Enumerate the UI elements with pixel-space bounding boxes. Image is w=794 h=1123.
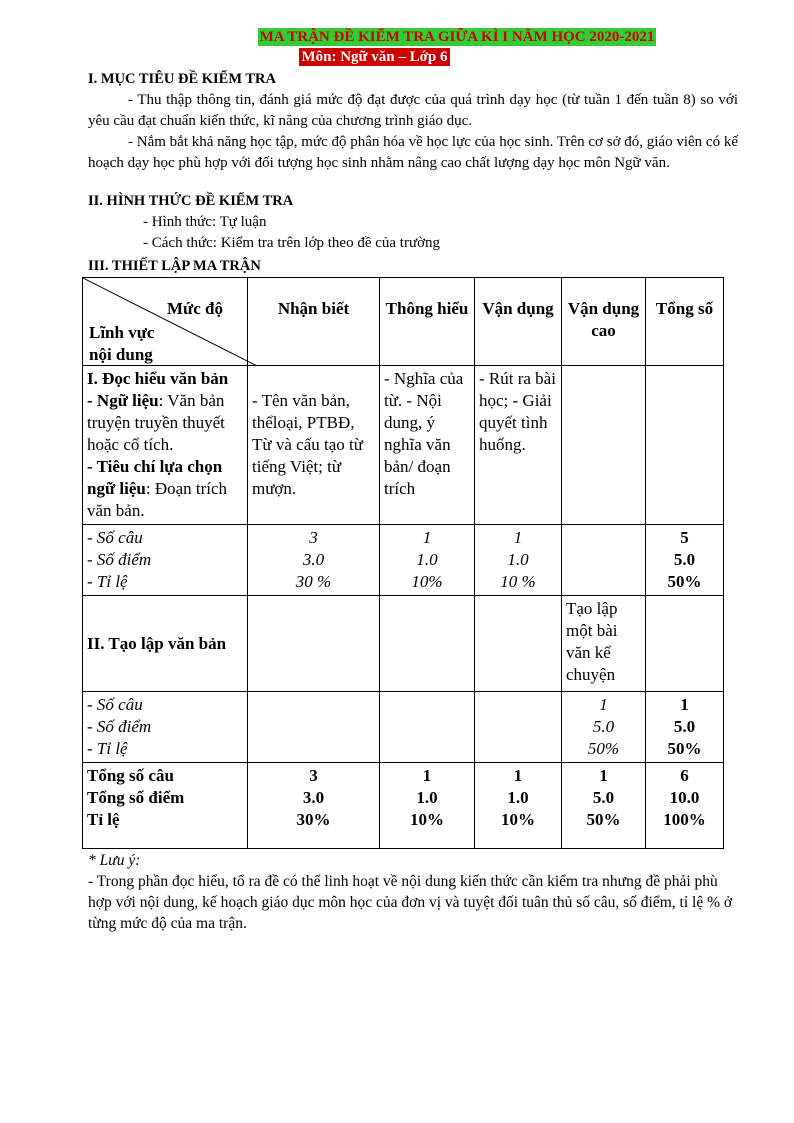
header-van-dung-cao: Vận dụng cao [562, 278, 646, 366]
cell-row4-labels [83, 692, 248, 763]
cell-row2-tong-so [646, 525, 724, 596]
value-so-cau: 1 [599, 766, 608, 785]
title-line-1: MA TRẬN ĐỀ KIỂM TRA GIỮA KÌ I NĂM HỌC 2020-2021 [259, 29, 655, 45]
value-so-cau: 5 [680, 528, 689, 547]
corner-top-label: Mức độ [167, 299, 223, 318]
cell-row1-van-dung: - Rút ra bài học; - Giải quyết tình huống. [475, 366, 562, 525]
section3-heading: III. THIẾT LẬP MA TRẬN [88, 258, 261, 274]
value-so-diem: 1.0 [416, 550, 438, 569]
cell-row2-van-dung-cao [562, 525, 646, 596]
document-title [0, 28, 794, 66]
corner-cell [83, 278, 248, 366]
section1-paragraph-1: - Thu thập thông tin, đánh giá mức độ đạt được của quá trình dạy học (từ tuần 1 đến tuần 8) so với yêu cầu đạt chuẩn kiến thức, kĩ năng của chương trình giáo dục. [88, 92, 738, 129]
cell-row3-van-dung [475, 596, 562, 692]
cell-row3-van-dung-cao: Tạo lập một bài văn kể chuyện [562, 596, 646, 692]
value-so-diem: 3.0 [302, 788, 325, 807]
cell-row3-thong-hieu [380, 596, 475, 692]
section-format [88, 191, 738, 254]
label-ti-le: Tỉ lệ [87, 810, 120, 829]
cell-row4-thong-hieu [380, 692, 475, 763]
value-so-cau: 1 [513, 528, 523, 547]
label-ti-le: - Tỉ lệ [87, 572, 128, 591]
header-van-dung: Vận dụng [475, 278, 562, 366]
value-ti-le: 50% [586, 810, 621, 829]
corner-bottom-label-1: Lĩnh vực [89, 323, 155, 342]
value-so-diem: 1.0 [416, 788, 438, 807]
value-ti-le: 10% [501, 810, 535, 829]
row1-tieu-chi-label: - Tiêu chí lựa chọn ngữ liệu [87, 457, 223, 498]
label-tong-so-diem: Tổng số điểm [87, 788, 185, 807]
cell-row1-thong-hieu: - Nghĩa của từ. - Nội dung, ý nghĩa văn bản/ đoạn trích [380, 366, 475, 525]
value-so-cau: 6 [680, 766, 689, 785]
note-label: * Lưu ý: [88, 852, 141, 869]
value-so-diem: 5.0 [673, 717, 696, 736]
header-tong-so: Tổng số [646, 278, 724, 366]
section1-paragraph-2: - Nắm bắt khả năng học tập, mức độ phân hóa về học lực của học sinh. Trên cơ sở đó, giáo viên có kế hoạch dạy học phù hợp với đối tượng học sinh nhằm nâng cao chất lượng dạy học môn Ngữ văn. [88, 134, 738, 171]
cell-row2-thong-hieu [380, 525, 475, 596]
note-section [88, 850, 738, 934]
value-so-diem: 5.0 [592, 717, 615, 736]
section2-line-1: - Hình thức: Tự luận [143, 214, 267, 230]
cell-row5-van-dung [475, 763, 562, 849]
cell-row1-nhan-biet: - Tên văn bản, thểloại, PTBĐ, Từ và cấu tạo từ tiếng Việt; từ mượn. [248, 366, 380, 525]
table-row-doc-hieu-stats [83, 525, 724, 596]
cell-doc-hieu-content [83, 366, 248, 525]
section-objectives [88, 69, 738, 174]
cell-row5-van-dung-cao [562, 763, 646, 849]
value-so-diem: 5.0 [592, 788, 615, 807]
label-ti-le: - Tỉ lệ [87, 739, 128, 758]
value-ti-le: 10% [411, 572, 443, 591]
cell-row4-nhan-biet [248, 692, 380, 763]
row1-tieu-chi-text: : Đoạn trích văn bản. [87, 479, 228, 520]
table-row-totals [83, 763, 724, 849]
cell-row4-tong-so [646, 692, 724, 763]
corner-bottom-label-2: nội dung [89, 345, 153, 364]
row1-ngu-lieu [87, 390, 243, 456]
value-ti-le: 100% [663, 810, 706, 829]
value-ti-le: 50% [667, 739, 702, 758]
matrix-table [82, 277, 724, 849]
value-so-cau: 3 [309, 766, 318, 785]
row1-tieu-chi [87, 456, 243, 522]
cell-row5-thong-hieu [380, 763, 475, 849]
title-line-2: Môn: Ngữ văn – Lớp 6 [301, 49, 448, 65]
cell-row3-title: II. Tạo lập văn bản [83, 596, 248, 692]
table-header-row [83, 278, 724, 366]
cell-row1-tong-so [646, 366, 724, 525]
table-row-doc-hieu [83, 366, 724, 525]
value-ti-le: 30% [296, 810, 331, 829]
table-row-tao-lap-stats [83, 692, 724, 763]
value-ti-le: 50% [587, 739, 620, 758]
header-nhan-biet: Nhận biết [248, 278, 380, 366]
value-so-cau: 1 [422, 528, 432, 547]
cell-row3-nhan-biet [248, 596, 380, 692]
cell-row2-van-dung [475, 525, 562, 596]
value-ti-le: 10 % [500, 572, 536, 591]
cell-row5-tong-so [646, 763, 724, 849]
section2-heading: II. HÌNH THỨC ĐỀ KIỂM TRA [88, 193, 294, 209]
value-so-diem: 10.0 [669, 788, 700, 807]
value-so-cau: 1 [422, 766, 432, 785]
section1-heading: I. MỤC TIÊU ĐỀ KIỂM TRA [88, 71, 276, 87]
cell-row2-labels [83, 525, 248, 596]
value-so-diem: 5.0 [673, 550, 696, 569]
label-tong-so-cau: Tổng số câu [87, 766, 174, 785]
label-so-cau: - Số câu [87, 695, 143, 714]
cell-row5-nhan-biet [248, 763, 380, 849]
cell-row4-van-dung-cao [562, 692, 646, 763]
note-text: - Trong phần đọc hiểu, tổ ra đề có thể linh hoạt về nội dung kiến thức cần kiểm tra nhưng đề phải phù hợp với nội dung, kế hoạch giáo dục môn học của đơn vị và tuyệt đối tuân thủ số câu, số điểm, tỉ lệ % ở từng mức độ của ma trận. [88, 873, 733, 932]
row1-title: I. Đọc hiểu văn bản [87, 369, 229, 388]
value-so-diem: 3.0 [302, 550, 325, 569]
value-so-cau: 1 [599, 695, 608, 714]
value-so-diem: 1.0 [507, 788, 529, 807]
label-so-diem: - Số điểm [87, 550, 152, 569]
section-matrix [88, 256, 738, 277]
value-ti-le: 30 % [295, 572, 332, 591]
cell-row2-nhan-biet [248, 525, 380, 596]
row1-ngu-lieu-label: - Ngữ liệu [87, 391, 159, 410]
cell-row1-van-dung-cao [562, 366, 646, 525]
cell-row5-labels [83, 763, 248, 849]
value-so-diem: 1.0 [507, 550, 529, 569]
value-ti-le: 50% [667, 572, 702, 591]
section2-line-2: - Cách thức: Kiểm tra trên lớp theo đề của trường [143, 235, 441, 251]
value-so-cau: 1 [680, 695, 689, 714]
cell-row4-van-dung [475, 692, 562, 763]
label-so-diem: - Số điểm [87, 717, 152, 736]
table-row-tao-lap [83, 596, 724, 692]
cell-row3-tong-so [646, 596, 724, 692]
header-thong-hieu: Thông hiểu [380, 278, 475, 366]
value-ti-le: 10% [410, 810, 444, 829]
label-so-cau: - Số câu [87, 528, 143, 547]
row1-ngu-lieu-text: : Văn bản truyện truyền thuyết hoặc cổ tích. [87, 391, 225, 454]
value-so-cau: 1 [513, 766, 523, 785]
value-so-cau: 3 [309, 528, 318, 547]
